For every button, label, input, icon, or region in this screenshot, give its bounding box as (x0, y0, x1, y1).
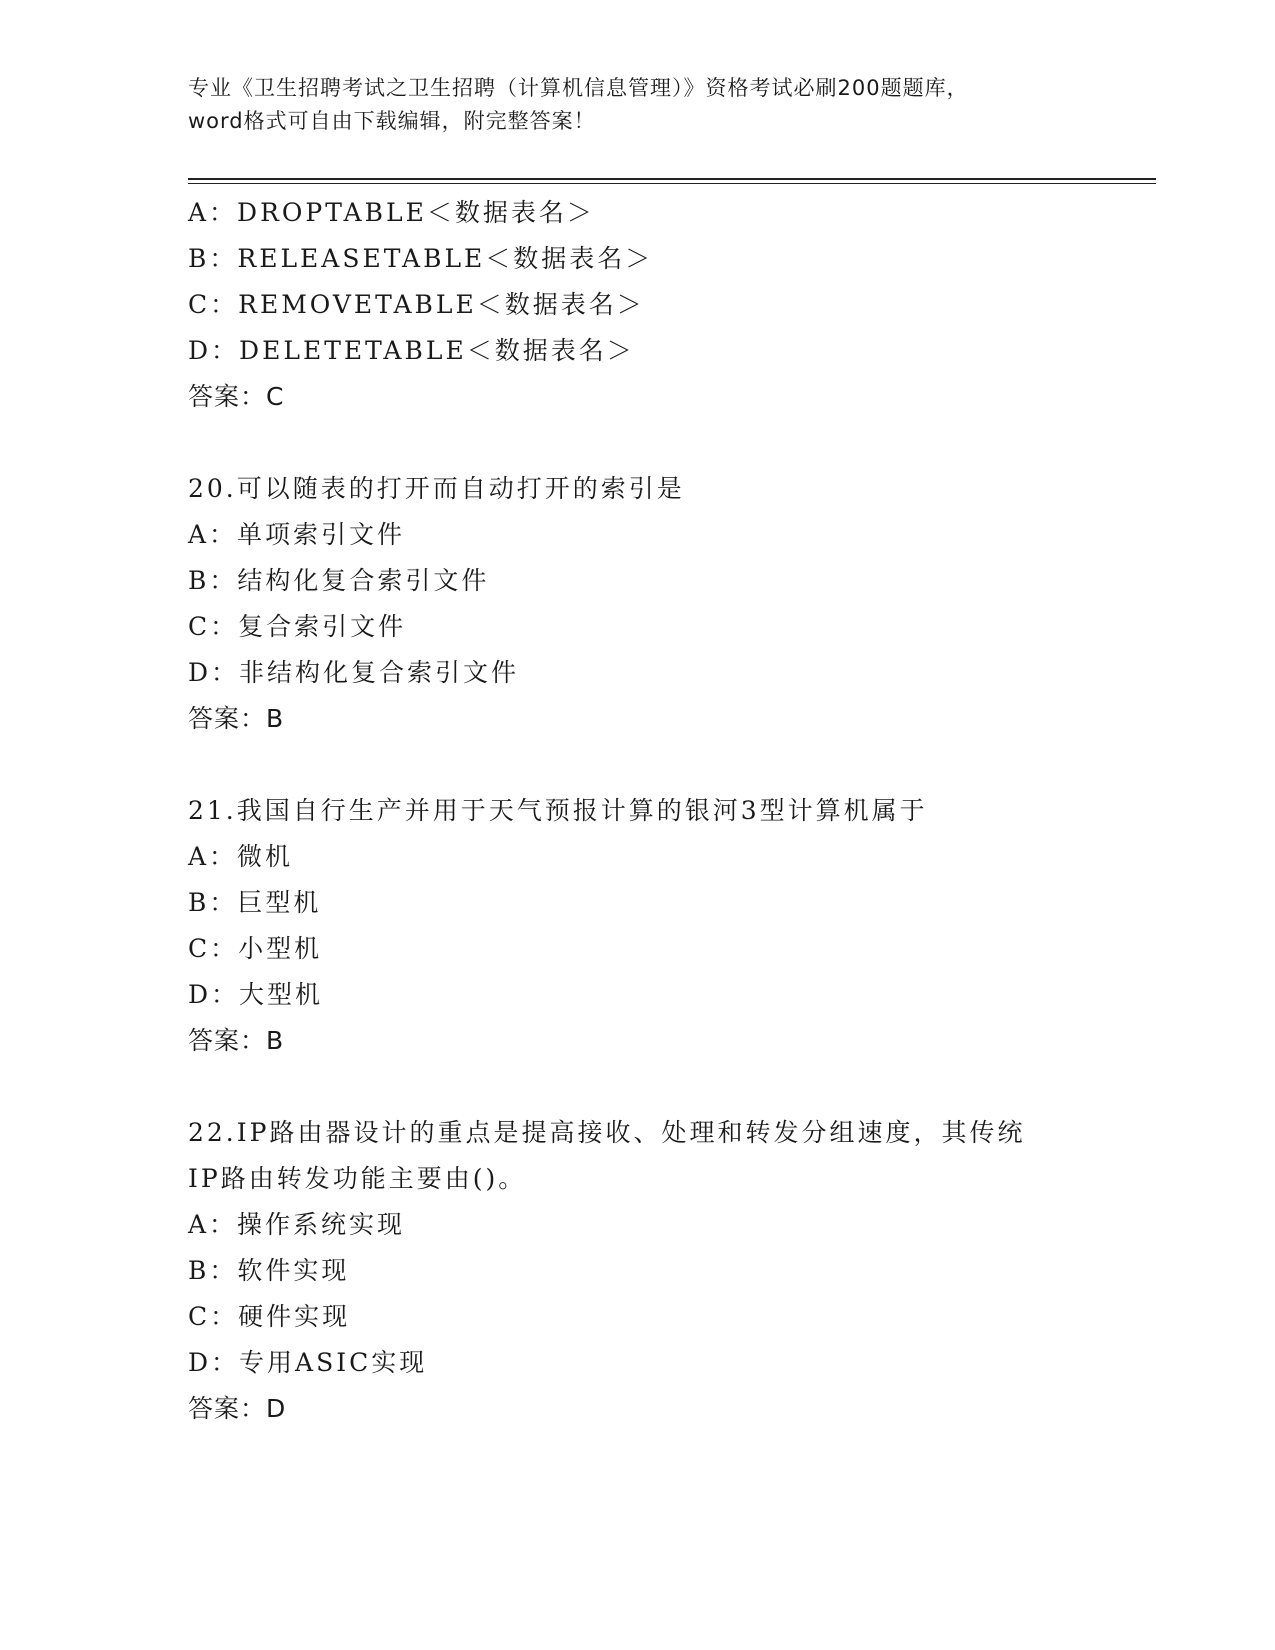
option-a: A：操作系统实现 (188, 1210, 406, 1239)
option-d: D：专用ASIC实现 (188, 1348, 428, 1377)
question-list (188, 190, 1138, 1432)
question-21 (188, 788, 1138, 1064)
option-b: B：软件实现 (188, 1256, 350, 1285)
document-header (188, 72, 1088, 138)
option-d: D：非结构化复合索引文件 (188, 658, 520, 687)
answer-line: 答案：B (188, 704, 285, 733)
option-c: C：REMOVETABLE＜数据表名＞ (188, 290, 645, 319)
option-c: C：硬件实现 (188, 1302, 351, 1331)
question-20 (188, 466, 1138, 742)
option-a: A：微机 (188, 842, 294, 871)
option-a: A：单项索引文件 (188, 520, 406, 549)
spacer (188, 742, 1138, 788)
question-stem: 20.可以随表的打开而自动打开的索引是 (188, 474, 685, 503)
option-a: A：DROPTABLE＜数据表名＞ (188, 198, 595, 227)
question-19-continued (188, 190, 1138, 420)
option-c: C：小型机 (188, 934, 323, 963)
question-22 (188, 1110, 1138, 1432)
answer-line: 答案：B (188, 1026, 285, 1055)
option-d: D：大型机 (188, 980, 324, 1009)
answer-line: 答案：C (188, 382, 285, 411)
option-d: D：DELETETABLE＜数据表名＞ (188, 336, 635, 365)
question-stem-line-2: IP路由转发功能主要由()。 (188, 1164, 527, 1193)
option-b: B：RELEASETABLE＜数据表名＞ (188, 244, 654, 273)
option-c: C：复合索引文件 (188, 612, 407, 641)
header-divider-thin (188, 183, 1156, 184)
option-b: B：结构化复合索引文件 (188, 566, 490, 595)
header-line-2: word格式可自由下载编辑，附完整答案！ (188, 109, 596, 133)
option-b: B：巨型机 (188, 888, 322, 917)
question-stem: 21.我国自行生产并用于天气预报计算的银河3型计算机属于 (188, 796, 928, 825)
answer-line: 答案：D (188, 1394, 287, 1423)
question-stem-line-1: 22.IP路由器设计的重点是提高接收、处理和转发分组速度，其传统 (188, 1118, 1026, 1147)
spacer (188, 1064, 1138, 1110)
header-divider-thick (188, 178, 1156, 180)
header-line-1: 专业《卫生招聘考试之卫生招聘（计算机信息管理）》资格考试必刷200题题库， (188, 76, 969, 100)
spacer (188, 420, 1138, 466)
